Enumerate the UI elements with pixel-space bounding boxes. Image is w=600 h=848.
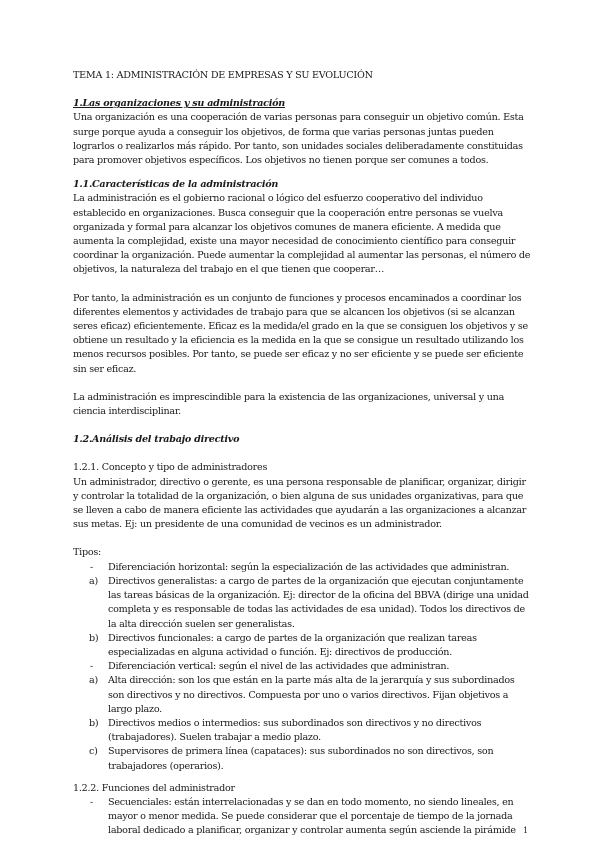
document-title: TEMA 1: ADMINISTRACIÓN DE EMPRESAS Y SU EVOLUCIÓN (73, 70, 373, 81)
list-marker: a) (89, 575, 98, 587)
list-item (73, 632, 533, 660)
list-item (73, 796, 533, 839)
list-item-text: Directivos funcionales: a cargo de partes de la organización que realizan tareas especializadas en alguna actividad o función. Ej: directivos de producción. (108, 632, 477, 658)
list-item-text: Supervisores de primera línea (capataces): sus subordinados no son directivos, son trabajadores (operarios). (108, 746, 494, 772)
list-item-text: Diferenciación vertical: según el nivel de las actividades que administran. (108, 661, 450, 673)
list-marker: c) (89, 746, 98, 758)
list-item (73, 660, 533, 674)
list-marker: - (90, 661, 93, 673)
section-1-1-paragraph-1: La administración es el gobierno racional o lógico del esfuerzo cooperativo del individuo establecido en organizaciones. Busca conseguir que la cooperación entre personas se vuelva organizada y formal para alcanzar los objetivos comunes de manera eficiente. A medida que aumenta la complejidad, existe una mayor necesidad de conocimiento científico para conseguir coordinar la organización. Puede aumentar la complejidad al aumentar las personas, el número de objetivos, la naturaleza del trabajo en el que tienen que cooperar… (73, 193, 531, 276)
list-item-text: Secuenciales: están interrelacionadas y se dan en todo momento, no siendo lineales, en mayor o menor medida. Se puede considerar que el porcentaje de tiempo de la jornada laboral dedicado a planificar, organizar y controlar aumenta según asciende la pirámide (108, 796, 516, 837)
list-item (73, 674, 533, 717)
section-1-2-1-paragraph: Un administrador, directivo o gerente, es una persona responsable de planificar, organizar, dirigir y controlar la totalidad de la organización, o bien alguna de sus unidades organizativas, para que se lleven a cabo de manera eficiente las actividades que ayudarán a las organizaciones a alcanzar sus metas. Ej: un presidente de una comunidad de vecinos es un administrador. (73, 476, 527, 531)
list-item-text: Directivos medios o intermedios: sus subordinados son directivos y no directivos (trabajadores). Suelen trabajar a medio plazo. (108, 717, 482, 744)
list-item (73, 745, 533, 773)
list-marker: - (90, 561, 93, 573)
page-content (73, 69, 533, 839)
section-1-2-heading: 1.2.Análisis del trabajo directivo (73, 434, 240, 446)
list-marker: b) (89, 717, 99, 729)
section-1-2-1-heading: 1.2.1. Concepto y tipo de administradores (73, 462, 268, 474)
list-item (73, 561, 533, 575)
list-item-text: Alta dirección: son los que están en la parte más alta de la jerarquía y sus subordinados son directivos y no directivos. Compuesta por uno o varios directivos. Fijan objetivos a largo plazo. (108, 675, 515, 715)
list-item-text: Diferenciación horizontal: según la especialización de las actividades que administran. (108, 561, 510, 573)
list-marker: a) (89, 675, 98, 687)
page-number: 1 (523, 826, 529, 835)
types-label: Tipos: (73, 547, 102, 559)
section-1-2-2-heading: 1.2.2. Funciones del administrador (73, 782, 235, 794)
list-marker: - (90, 796, 93, 808)
section-1-heading: 1.Las organizaciones y su administración (73, 98, 286, 110)
list-item (73, 575, 533, 632)
section-1-1-heading: 1.1.Características de la administración (73, 179, 279, 191)
section-1-1-paragraph-2: Por tanto, la administración es un conjunto de funciones y procesos encaminados a coordinar los diferentes elementos y actividades de trabajo para que se alcancen los objetivos (si se alcanzan seres eficaz) eficientemente. Eficaz es la medida/el grado en la que se consiguen los objetivos y se obtiene un resultado y la eficiencia es la medida en la que se consigue un resultado utilizando los menos recursos posibles. Por tanto, se puede ser eficaz y no ser eficiente y se puede ser eficiente sin ser eficaz. (73, 292, 528, 375)
section-1-1-paragraph-3: La administración es imprescindible para la existencia de las organizaciones, universal y una ciencia interdisciplinar. (73, 391, 505, 418)
list-item (73, 717, 533, 745)
list-marker: b) (89, 632, 99, 644)
section-1-paragraph: Una organización es una cooperación de varias personas para conseguir un objetivo común. Esta surge porque ayuda a conseguir los objetivos, de forma que varias personas juntas pueden lograrlos o realizarlos más rápido. Por tanto, son unidades sociales deliberadamente constituidas para promover objetivos específicos. Los objetivos no tienen porque ser comunes a todos. (73, 112, 524, 167)
list-item-text: Directivos generalistas: a cargo de partes de la organización que ejecutan conjuntamente las tareas básicas de la organización. Ej: director de la oficina del BBVA (dirige una unidad completa y es responsable de todas las actividades de esa unidad). Todos los directivos de la alta dirección suelen ser generalistas. (108, 575, 529, 630)
